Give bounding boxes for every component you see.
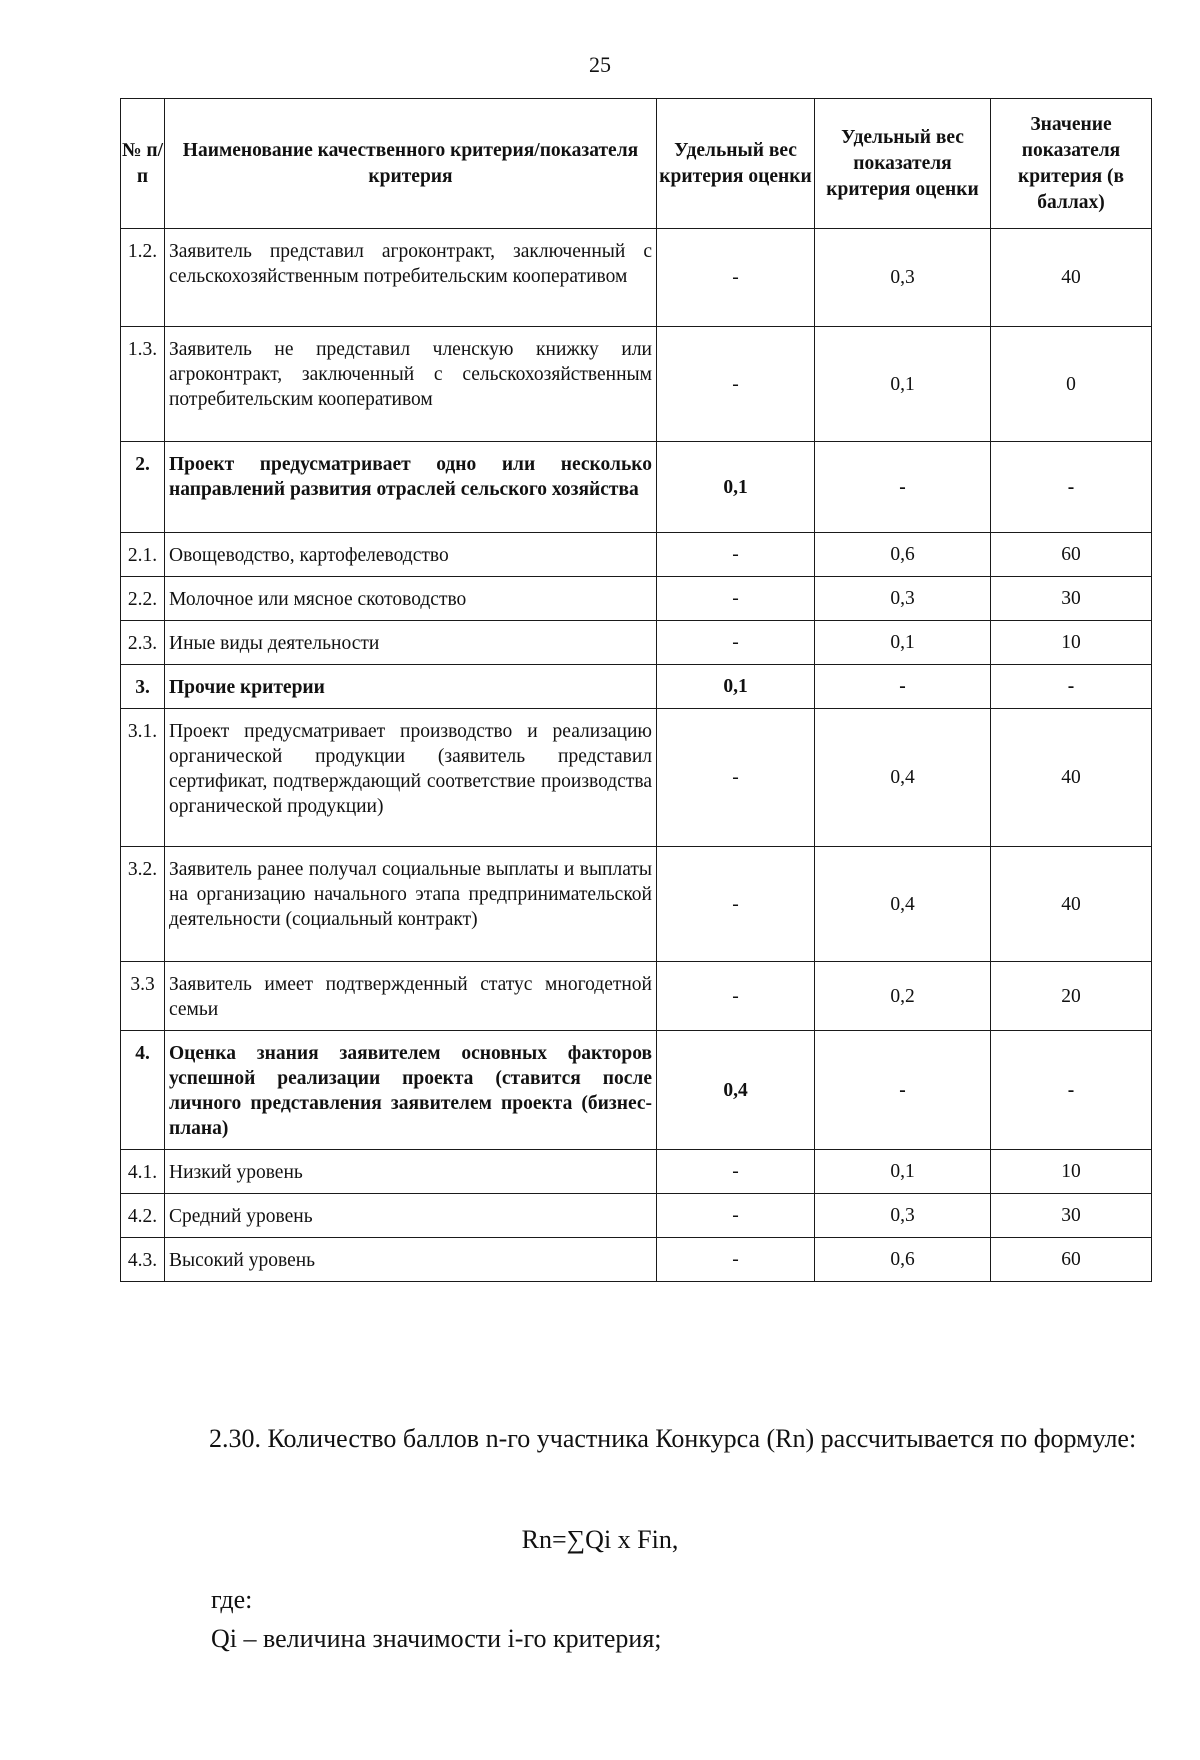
row-number: 4.: [121, 1031, 165, 1150]
row-indicator-weight: 0,3: [815, 577, 991, 621]
header-indicator-score: Значение показателя критерия (в баллах): [991, 99, 1152, 229]
row-criterion-weight: -: [657, 1194, 815, 1238]
row-indicator-weight: 0,1: [815, 1150, 991, 1194]
formula: Rn=∑Qi x Fin,: [521, 1525, 679, 1554]
row-criterion-weight: -: [657, 229, 815, 327]
row-indicator-score: -: [991, 1031, 1152, 1150]
table-row: [121, 665, 1152, 709]
row-criterion-weight: -: [657, 327, 815, 442]
table-row: [121, 442, 1152, 533]
row-indicator-weight: 0,3: [815, 229, 991, 327]
row-number: 2.3.: [121, 621, 165, 665]
row-number: 4.2.: [121, 1194, 165, 1238]
row-indicator-score: 60: [991, 533, 1152, 577]
row-indicator-weight: -: [815, 442, 991, 533]
table-row: [121, 327, 1152, 442]
row-indicator-weight: 0,1: [815, 327, 991, 442]
row-indicator-score: 10: [991, 621, 1152, 665]
row-number: 3.2.: [121, 847, 165, 962]
row-indicator-score: 0: [991, 327, 1152, 442]
row-indicator-weight: 0,3: [815, 1194, 991, 1238]
row-indicator-score: 40: [991, 847, 1152, 962]
row-indicator-score: 60: [991, 1238, 1152, 1282]
row-criterion-name: Молочное или мясное скотоводство: [165, 577, 657, 621]
header-number: № п/п: [121, 99, 165, 229]
table-header-row: [121, 99, 1152, 229]
row-criterion-weight: -: [657, 1238, 815, 1282]
table-row: [121, 1238, 1152, 1282]
row-criterion-name: Овощеводство, картофелеводство: [165, 533, 657, 577]
header-criterion-name: Наименование качественного критерия/показателя критерия: [165, 99, 657, 229]
table-row: [121, 577, 1152, 621]
row-indicator-score: 40: [991, 229, 1152, 327]
row-criterion-name: Заявитель ранее получал социальные выплаты и выплаты на организацию начального этапа предпринимательской деятельности (социальный контракт): [165, 847, 657, 962]
row-indicator-weight: 0,6: [815, 1238, 991, 1282]
table-row: [121, 229, 1152, 327]
table-row: [121, 1150, 1152, 1194]
row-indicator-weight: 0,1: [815, 621, 991, 665]
row-number: 2.2.: [121, 577, 165, 621]
row-indicator-weight: 0,4: [815, 847, 991, 962]
row-indicator-score: 20: [991, 962, 1152, 1031]
row-criterion-weight: -: [657, 1150, 815, 1194]
page-number: 25: [589, 52, 611, 77]
row-criterion-weight: -: [657, 533, 815, 577]
row-criterion-weight: -: [657, 577, 815, 621]
row-criterion-weight: -: [657, 709, 815, 847]
row-criterion-name: Заявитель имеет подтвержденный статус многодетной семьи: [165, 962, 657, 1031]
row-criterion-name: Высокий уровень: [165, 1238, 657, 1282]
row-criterion-weight: -: [657, 962, 815, 1031]
row-number: 2.1.: [121, 533, 165, 577]
criteria-table: [120, 98, 1152, 1282]
row-number: 3.1.: [121, 709, 165, 847]
table-row: [121, 847, 1152, 962]
row-number: 2.: [121, 442, 165, 533]
table-body: [121, 229, 1152, 1282]
row-criterion-name: Средний уровень: [165, 1194, 657, 1238]
row-indicator-weight: 0,4: [815, 709, 991, 847]
row-indicator-score: -: [991, 665, 1152, 709]
row-criterion-name: Заявитель не представил членскую книжку или агроконтракт, заключенный с сельскохозяйственным потребительским кооперативом: [165, 327, 657, 442]
row-criterion-weight: 0,4: [657, 1031, 815, 1150]
row-indicator-weight: -: [815, 1031, 991, 1150]
row-indicator-weight: -: [815, 665, 991, 709]
header-indicator-weight: Удельный вес показателя критерия оценки: [815, 99, 991, 229]
where-label: где:: [211, 1585, 253, 1614]
qi-definition: Qi – величина значимости i-го критерия;: [211, 1624, 662, 1653]
table-row: [121, 1031, 1152, 1150]
row-number: 4.1.: [121, 1150, 165, 1194]
row-indicator-score: 40: [991, 709, 1152, 847]
formula-intro-paragraph: 2.30. Количество баллов n-го участника Конкурса (Rn) рассчитывается по формуле:: [209, 1424, 1137, 1453]
table-row: [121, 962, 1152, 1031]
row-criterion-name: Проект предусматривает одно или несколько направлений развития отраслей сельского хозяйства: [165, 442, 657, 533]
row-criterion-weight: -: [657, 847, 815, 962]
row-criterion-name: Низкий уровень: [165, 1150, 657, 1194]
row-criterion-name: Прочие критерии: [165, 665, 657, 709]
header-criterion-weight: Удельный вес критерия оценки: [657, 99, 815, 229]
row-criterion-name: Заявитель представил агроконтракт, заключенный с сельскохозяйственным потребительским кооперативом: [165, 229, 657, 327]
row-indicator-score: 10: [991, 1150, 1152, 1194]
row-criterion-name: Оценка знания заявителем основных факторов успешной реализации проекта (ставится после личного представления заявителем проекта (бизнес-плана): [165, 1031, 657, 1150]
row-criterion-name: Проект предусматривает производство и реализацию органической продукции (заявитель представил сертификат, подтверждающий соответствие производства органической продукции): [165, 709, 657, 847]
row-indicator-score: 30: [991, 577, 1152, 621]
row-indicator-score: 30: [991, 1194, 1152, 1238]
row-criterion-weight: 0,1: [657, 442, 815, 533]
row-criterion-weight: -: [657, 621, 815, 665]
row-criterion-name: Иные виды деятельности: [165, 621, 657, 665]
row-number: 3.3: [121, 962, 165, 1031]
row-number: 4.3.: [121, 1238, 165, 1282]
table-row: [121, 709, 1152, 847]
table-row: [121, 1194, 1152, 1238]
row-number: 1.3.: [121, 327, 165, 442]
table-row: [121, 533, 1152, 577]
row-indicator-score: -: [991, 442, 1152, 533]
row-indicator-weight: 0,2: [815, 962, 991, 1031]
table-row: [121, 621, 1152, 665]
row-criterion-weight: 0,1: [657, 665, 815, 709]
row-number: 3.: [121, 665, 165, 709]
row-number: 1.2.: [121, 229, 165, 327]
row-indicator-weight: 0,6: [815, 533, 991, 577]
